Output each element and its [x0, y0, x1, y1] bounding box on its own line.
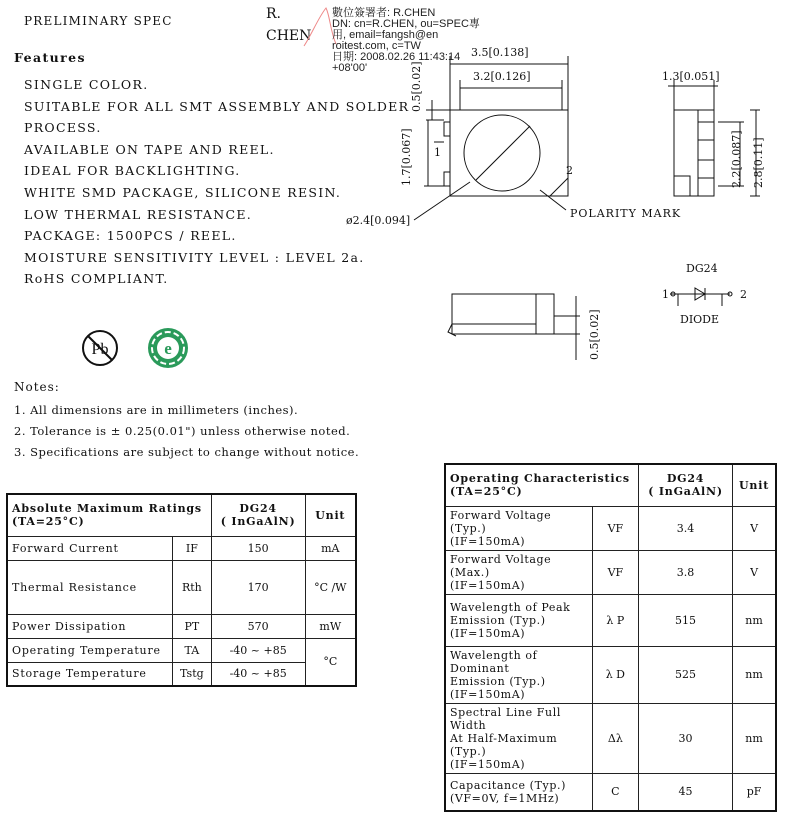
param-cell [445, 506, 592, 550]
abs-part-line2: ( InGaAlN) [220, 515, 296, 529]
unit-cell: mA [305, 536, 356, 560]
operating-characteristics-table [444, 463, 777, 812]
param-cell [445, 594, 592, 646]
diode-pin-1: 1 [662, 288, 669, 301]
abs-part-header [211, 494, 305, 536]
op-part-header [638, 464, 732, 506]
feature-item: SINGLE COLOR. [24, 77, 149, 92]
abs-part-line1: DG24 [239, 502, 277, 516]
unit-cell: V [733, 506, 776, 550]
feature-item: LOW THERMAL RESISTANCE. [24, 206, 253, 222]
notes-heading: Notes: [14, 380, 60, 394]
feature-item: PROCESS. [24, 120, 102, 136]
value-cell: 30 [638, 703, 732, 773]
param-line: Emission (Typ.) [450, 674, 546, 688]
features-heading: Features [14, 50, 86, 65]
dim-side-inner: 2.2[0.087] [730, 130, 743, 188]
op-table-title [445, 464, 638, 506]
notes-list [14, 400, 359, 463]
abs-unit-header: Unit [305, 494, 356, 536]
param-line: (IF=150mA) [450, 534, 526, 548]
unit-cell: °C /W [305, 560, 356, 614]
signature-line: 用, email=fangsh@en [332, 29, 439, 41]
param-line: (IF=150mA) [450, 626, 526, 640]
op-part-line1: DG24 [666, 472, 705, 486]
unit-cell: mW [305, 614, 356, 638]
table-row [7, 638, 356, 662]
abs-title-line2: (TA=25°C) [12, 515, 85, 529]
symbol-cell: PT [173, 614, 212, 638]
pin-2-label: 2 [566, 164, 573, 177]
param-cell: Thermal Resistance [7, 560, 173, 614]
op-title-line2: (TA=25°C) [450, 485, 523, 499]
rohs-green-icon [146, 326, 190, 370]
value-cell: 45 [638, 773, 732, 811]
polarity-mark-label: POLARITY MARK [570, 207, 682, 220]
feature-item: AVAILABLE ON TAPE AND REEL. [24, 141, 275, 157]
param-cell: Operating Temperature [7, 638, 173, 662]
signature-line: 數位簽署者: R.CHEN [332, 7, 436, 19]
feature-item: SUITABLE FOR ALL SMT ASSEMBLY AND SOLDER [24, 98, 410, 114]
table-row [445, 594, 776, 646]
dim-bottom: 0.5[0.02] [588, 309, 601, 360]
symbol-cell: Δλ [592, 703, 638, 773]
table-row [445, 703, 776, 773]
diode-pin-2: 2 [740, 288, 747, 301]
value-cell: 525 [638, 646, 732, 703]
value-cell: 3.4 [638, 506, 732, 550]
svg-text:Pb: Pb [91, 341, 109, 358]
param-line: Forward Voltage (Typ.) [450, 508, 552, 535]
signature-line: +08'00' [332, 62, 368, 74]
param-line: Capacitance (Typ.) [450, 778, 566, 792]
author-surname: CHEN [266, 28, 312, 44]
table-row [7, 662, 356, 686]
unit-cell: V [733, 550, 776, 594]
feature-item: IDEAL FOR BACKLIGHTING. [24, 163, 241, 179]
table-row [7, 614, 356, 638]
param-cell [445, 550, 592, 594]
param-line: (VF=0V, f=1MHz) [450, 791, 560, 805]
table-row [445, 773, 776, 811]
abs-title-line1: Absolute Maximum Ratings [12, 502, 202, 516]
value-cell: 515 [638, 594, 732, 646]
package-drawing [340, 40, 786, 370]
dim-side-width: 1.3[0.051] [662, 70, 720, 83]
value-cell: 150 [211, 536, 305, 560]
op-title-line1: Operating Characteristics [450, 472, 630, 486]
param-cell: Forward Current [7, 536, 173, 560]
symbol-cell: IF [173, 536, 212, 560]
value-cell: 570 [211, 614, 305, 638]
unit-cell: nm [733, 703, 776, 773]
param-line: Forward Voltage (Max.) [450, 552, 552, 579]
unit-cell: nm [733, 646, 776, 703]
symbol-cell: C [592, 773, 638, 811]
symbol-cell: Tstg [173, 662, 212, 686]
param-cell [445, 703, 592, 773]
param-line: (IF=150mA) [450, 578, 526, 592]
table-row [7, 560, 356, 614]
param-cell [445, 773, 592, 811]
value-cell: -40 ~ +85 [211, 662, 305, 686]
note-item: 1. All dimensions are in millimeters (inches). [14, 403, 299, 417]
abs-table-title [7, 494, 211, 536]
symbol-cell: Rth [173, 560, 212, 614]
absolute-max-ratings-table [6, 493, 357, 687]
unit-cell: pF [733, 773, 776, 811]
symbol-cell: VF [592, 550, 638, 594]
table-row [445, 506, 776, 550]
dim-pad-height: 1.7[0.067] [400, 128, 413, 186]
param-line: Wavelength of Dominant [450, 648, 538, 675]
dim-top-gap: 0.5[0.02] [410, 61, 423, 112]
table-row [7, 536, 356, 560]
value-cell: 170 [211, 560, 305, 614]
signature-line: DN: cn=R.CHEN, ou=SPEC專 [332, 18, 480, 30]
symbol-cell: VF [592, 506, 638, 550]
note-item: 3. Specifications are subject to change without notice. [14, 445, 360, 459]
dim-diameter: ø2.4[0.094] [346, 214, 411, 227]
param-line: At Half-Maximum (Typ.) [450, 731, 558, 758]
feature-item: PACKAGE: 1500PCS / REEL. [24, 228, 237, 244]
dim-width-inner: 3.2[0.126] [473, 70, 531, 83]
dim-side-outer: 2.8[0.11] [752, 137, 765, 188]
symbol-cell: λ P [592, 594, 638, 646]
signature-line: 日期: 2008.02.26 11:43:14 [332, 51, 461, 63]
value-cell: -40 ~ +85 [211, 638, 305, 662]
svg-text:e: e [164, 339, 172, 358]
param-line: (IF=150mA) [450, 687, 526, 701]
symbol-cell: λ D [592, 646, 638, 703]
param-cell [445, 646, 592, 703]
feature-item: MOISTURE SENSITIVITY LEVEL : LEVEL 2a. [24, 249, 365, 265]
value-cell: 3.8 [638, 550, 732, 594]
dim-width-outer: 3.5[0.138] [471, 46, 529, 59]
param-cell: Power Dissipation [7, 614, 173, 638]
unit-cell: nm [733, 594, 776, 646]
signature-line: roitest.com, c=TW [332, 40, 421, 52]
feature-item: WHITE SMD PACKAGE, SILICONE RESIN. [24, 184, 342, 200]
doc-title: PRELIMINARY SPEC [24, 14, 173, 28]
param-line: (IF=150mA) [450, 757, 526, 771]
note-item: 2. Tolerance is ± 0.25(0.01") unless otherwise noted. [14, 424, 351, 438]
pin-1-label: 1 [434, 146, 441, 159]
table-row [445, 646, 776, 703]
op-part-line2: ( InGaAlN) [648, 485, 723, 499]
param-line: Spectral Line Full Width [450, 705, 561, 732]
table-row [445, 550, 776, 594]
op-unit-header: Unit [733, 464, 776, 506]
lead-free-icon [80, 328, 120, 368]
diode-label: DIODE [680, 313, 720, 326]
author-initial: R. [266, 6, 281, 22]
param-cell: Storage Temperature [7, 662, 173, 686]
param-line: Wavelength of Peak [450, 600, 571, 614]
diode-part-label: DG24 [686, 262, 718, 275]
feature-item: RoHS COMPLIANT. [24, 271, 169, 287]
param-line: Emission (Typ.) [450, 613, 546, 627]
symbol-cell: TA [173, 638, 212, 662]
unit-cell: °C [305, 638, 356, 686]
